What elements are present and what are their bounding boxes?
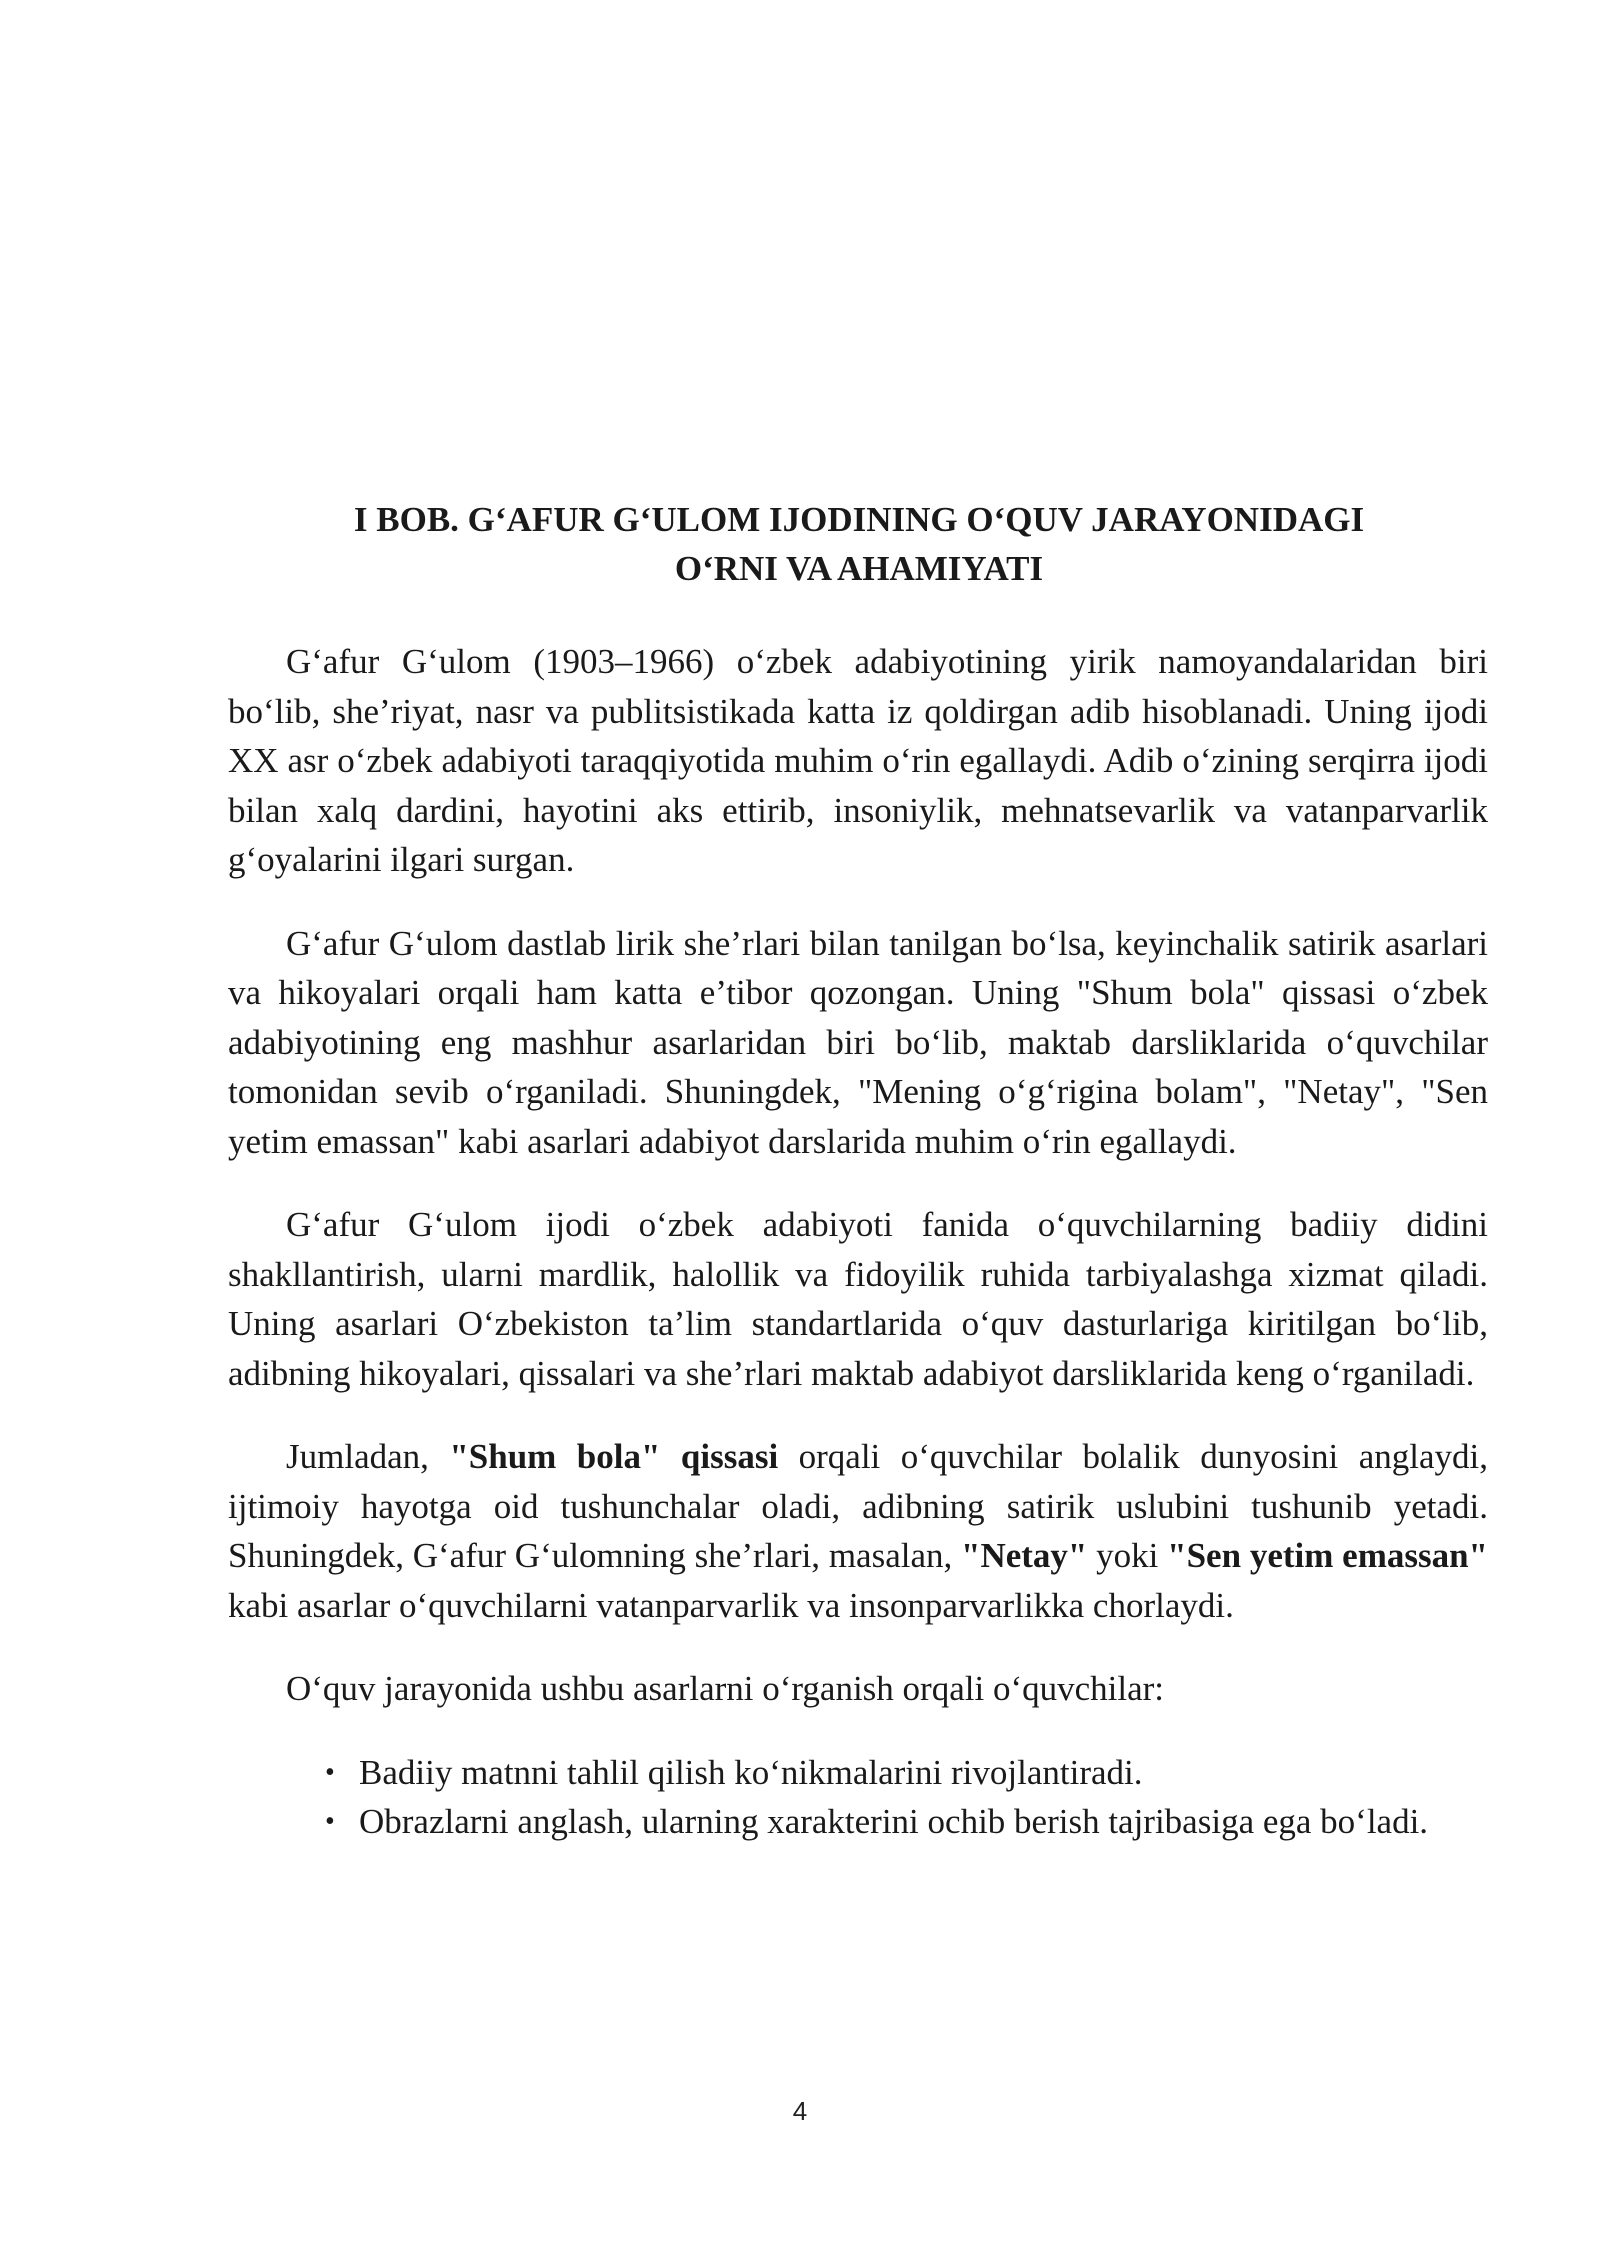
paragraph-4-bold-3: "Sen yetim emassan" bbox=[1167, 1536, 1488, 1575]
page-number: 4 bbox=[792, 2096, 808, 2126]
paragraph-4-text-2: orqali o‘quvchilar bolalik dunyosini anglaydi, ijtimoiy hayotga oid tushunchalar oladi, adibning satirik uslubini tushunib yetadi. Shuningdek, G‘afur G‘ulomning she’rlari, masalan, bbox=[228, 1437, 1488, 1575]
paragraph-4-text-3: yoki bbox=[1087, 1536, 1168, 1575]
bullet-item-text: Badiiy matnni tahlil qilish ko‘nikmalarini rivojlantiradi. bbox=[359, 1752, 1143, 1792]
chapter-heading bbox=[228, 495, 1490, 593]
paragraph-3: G‘afur G‘ulom ijodi o‘zbek adabiyoti fanida o‘quvchilarning badiiy didini shakllantirish, ularni mardlik, halollik va fidoyilik ruhida tarbiyalashga xizmat qiladi. Uning asarlari O‘zbekiston ta’lim standartlarida o‘quv dasturlariga kiritilgan bo‘lib, adibning hikoyalari, qissalari va she’rlari maktab adabiyot darsliklarida keng o‘rganiladi. bbox=[228, 1205, 1488, 1393]
paragraph-4-bold-2: "Netay" bbox=[961, 1536, 1088, 1575]
bullet-item-text: Obrazlarni anglash, ularning xarakterini ochib berish tajribasiga ega bo‘ladi. bbox=[359, 1802, 1429, 1841]
bullet-list bbox=[228, 1748, 1488, 1847]
paragraph-1: G‘afur G‘ulom (1903–1966) o‘zbek adabiyotining yirik namoyandalaridan biri bo‘lib, she’riyat, nasr va publitsistikada katta iz qoldirgan adib hisoblanadi. Uning ijodi XX asr o‘zbek adabiyoti taraqqiyotida muhim o‘rin egallaydi. Adib o‘zining serqirra ijodi bilan xalq dardini, hayotini aks ettirib, insoniylik, mehnatsevarlik va vatanparvarlik g‘oyalarini ilgari surgan. bbox=[228, 642, 1488, 879]
paragraph-4-text-4: kabi asarlar o‘quvchilarni vatanparvarlik va insonparvarlikka chorlaydi. bbox=[228, 1585, 1234, 1625]
bullet-icon: • bbox=[325, 1756, 335, 1788]
paragraph-4-bold-1: "Shum bola" qissasi bbox=[449, 1437, 779, 1476]
bullet-icon: • bbox=[325, 1806, 335, 1837]
bullet-item bbox=[325, 1797, 1488, 1847]
body-text bbox=[228, 637, 1488, 1847]
paragraph-4-text-1: Jumladan, bbox=[286, 1437, 450, 1476]
bullet-item bbox=[325, 1748, 1488, 1798]
chapter-heading-line-1: I BOB. G‘AFUR G‘ULOM IJODINING O‘QUV JARAYONIDAGI bbox=[353, 500, 1365, 539]
paragraph-4 bbox=[228, 1432, 1488, 1630]
paragraph-5: O‘quv jarayonida ushbu asarlarni o‘rganish orqali o‘quvchilar: bbox=[286, 1669, 1164, 1708]
chapter-heading-line-2: O‘RNI VA AHAMIYATI bbox=[674, 549, 1044, 588]
paragraph-2: G‘afur G‘ulom dastlab lirik she’rlari bilan tanilgan bo‘lsa, keyinchalik satirik asarlari va hikoyalari orqali ham katta e’tibor qozongan. Uning "Shum bola" qissasi o‘zbek adabiyotining eng mashhur asarlaridan biri bo‘lib, maktab darsliklarida o‘quvchilar tomonidan sevib o‘rganiladi. Shuningdek, "Mening o‘g‘rigina bolam", "Netay", "Sen yetim emassan" kabi asarlari adabiyot darslarida muhim o‘rin egallaydi. bbox=[228, 923, 1488, 1161]
